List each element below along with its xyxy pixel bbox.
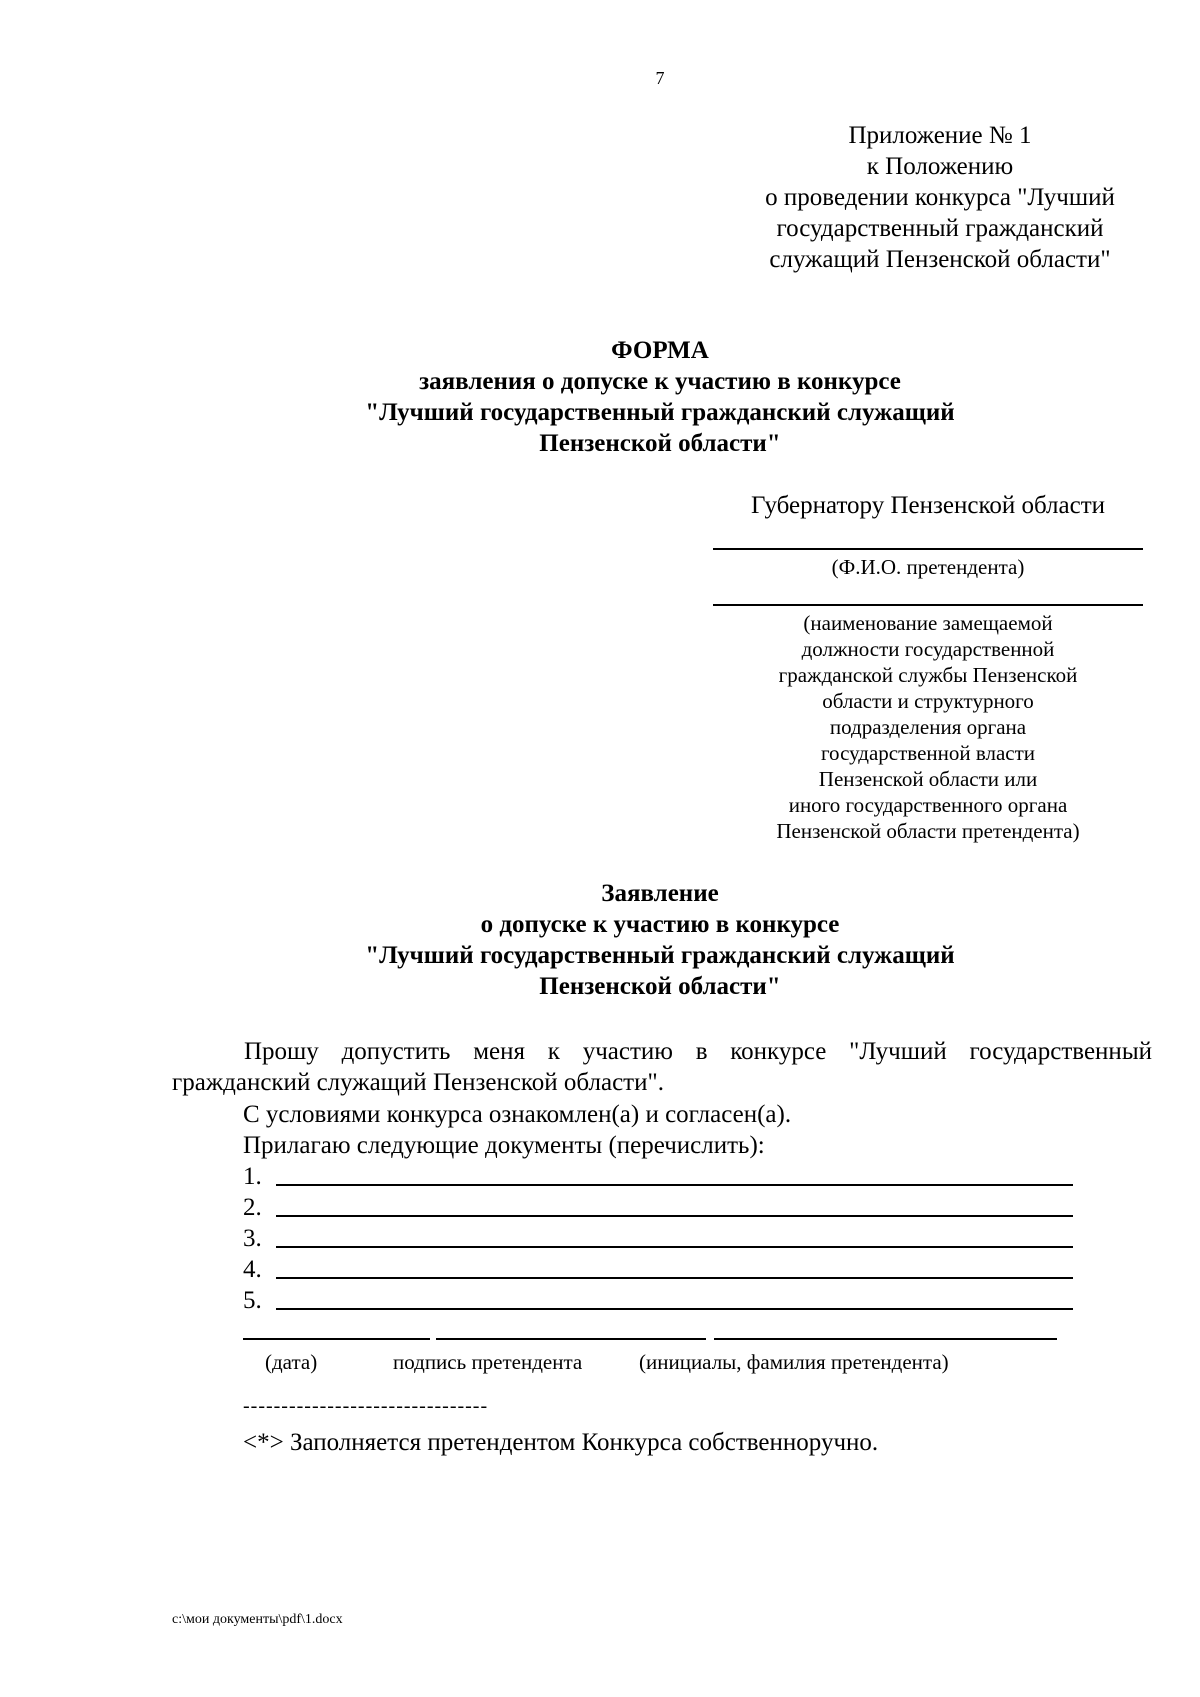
- form-title-line: заявления о допуске к участию в конкурсе: [419, 368, 901, 395]
- attachment-fill-line[interactable]: [276, 1215, 1073, 1217]
- form-title-line: "Лучший государственный гражданский служащий: [365, 399, 955, 426]
- attachment-item[interactable]: [243, 1223, 1073, 1254]
- position-caption-line: государственной власти: [820, 741, 1036, 765]
- statement-title-line: Пензенской области": [539, 973, 781, 1000]
- attachment-fill-line[interactable]: [276, 1277, 1073, 1279]
- form-title-line: Пензенской области": [539, 430, 781, 457]
- attachment-number: 3.: [243, 1225, 262, 1252]
- fio-fill-line[interactable]: [713, 548, 1143, 550]
- attachment-fill-line[interactable]: [276, 1184, 1073, 1186]
- position-caption: [713, 610, 1143, 844]
- attachment-item[interactable]: [243, 1161, 1073, 1192]
- name-fill-line[interactable]: [714, 1338, 1057, 1340]
- form-title-line: ФОРМА: [611, 337, 709, 364]
- form-title: [300, 335, 1020, 459]
- appendix-line: о проведении конкурса "Лучший: [765, 184, 1115, 211]
- position-caption-line: подразделения органа: [829, 715, 1027, 739]
- name-caption: (инициалы, фамилия претендента): [639, 1350, 949, 1374]
- position-caption-line: Пензенской области или: [818, 767, 1038, 791]
- appendix-line: Приложение № 1: [848, 122, 1032, 149]
- statement-title-line: о допуске к участию в конкурсе: [480, 911, 840, 938]
- position-fill-line[interactable]: [713, 604, 1143, 606]
- position-caption-line: должности государственной: [801, 637, 1055, 661]
- position-caption-line: области и структурного: [822, 689, 1034, 713]
- page-number: 7: [655, 68, 665, 88]
- attachment-item[interactable]: [243, 1285, 1073, 1316]
- position-caption-line: иного государственного органа: [788, 793, 1068, 817]
- addressee-to: Губернатору Пензенской области: [750, 492, 1106, 519]
- footnote-separator: --------------------------------: [243, 1395, 489, 1417]
- fio-caption: (Ф.И.О. претендента): [831, 555, 1025, 579]
- attachment-number: 5.: [243, 1287, 262, 1314]
- appendix-line: служащий Пензенской области": [769, 246, 1111, 273]
- position-caption-line: (наименование замещаемой: [803, 611, 1053, 635]
- attachment-item[interactable]: [243, 1192, 1073, 1223]
- attachment-number: 4.: [243, 1256, 262, 1283]
- attachment-item[interactable]: [243, 1254, 1073, 1285]
- appendix-line: к Положению: [866, 153, 1014, 180]
- date-caption: (дата): [265, 1350, 318, 1374]
- attachment-number: 1.: [243, 1163, 262, 1190]
- statement-title-line: Заявление: [601, 880, 719, 907]
- file-path: c:\мои документы\pdf\1.docx: [172, 1612, 343, 1627]
- position-caption-line: гражданской службы Пензенской: [778, 663, 1078, 687]
- statement-title-line: "Лучший государственный гражданский служащий: [365, 942, 955, 969]
- request-paragraph: Прошу допустить меня к участию в конкурсе "Лучший государственный гражданский служащий Пензенской области".: [172, 1038, 1152, 1096]
- position-caption-line: Пензенской области претендента): [776, 819, 1080, 843]
- attachment-fill-line[interactable]: [276, 1308, 1073, 1310]
- date-fill-line[interactable]: [243, 1338, 430, 1340]
- attachment-number: 2.: [243, 1194, 262, 1221]
- attachments-intro: Прилагаю следующие документы (перечислить):: [243, 1132, 765, 1159]
- agreement-paragraph: С условиями конкурса ознакомлен(а) и согласен(а).: [243, 1101, 792, 1128]
- signature-fill-line[interactable]: [436, 1338, 706, 1340]
- statement-title: [300, 878, 1020, 1002]
- signature-caption: подпись претендента: [393, 1350, 583, 1374]
- appendix-line: государственный гражданский: [776, 215, 1104, 242]
- attachment-fill-line[interactable]: [276, 1246, 1073, 1248]
- appendix-header: [730, 120, 1150, 275]
- footnote-text: <*> Заполняется претендентом Конкурса собственноручно.: [243, 1429, 879, 1456]
